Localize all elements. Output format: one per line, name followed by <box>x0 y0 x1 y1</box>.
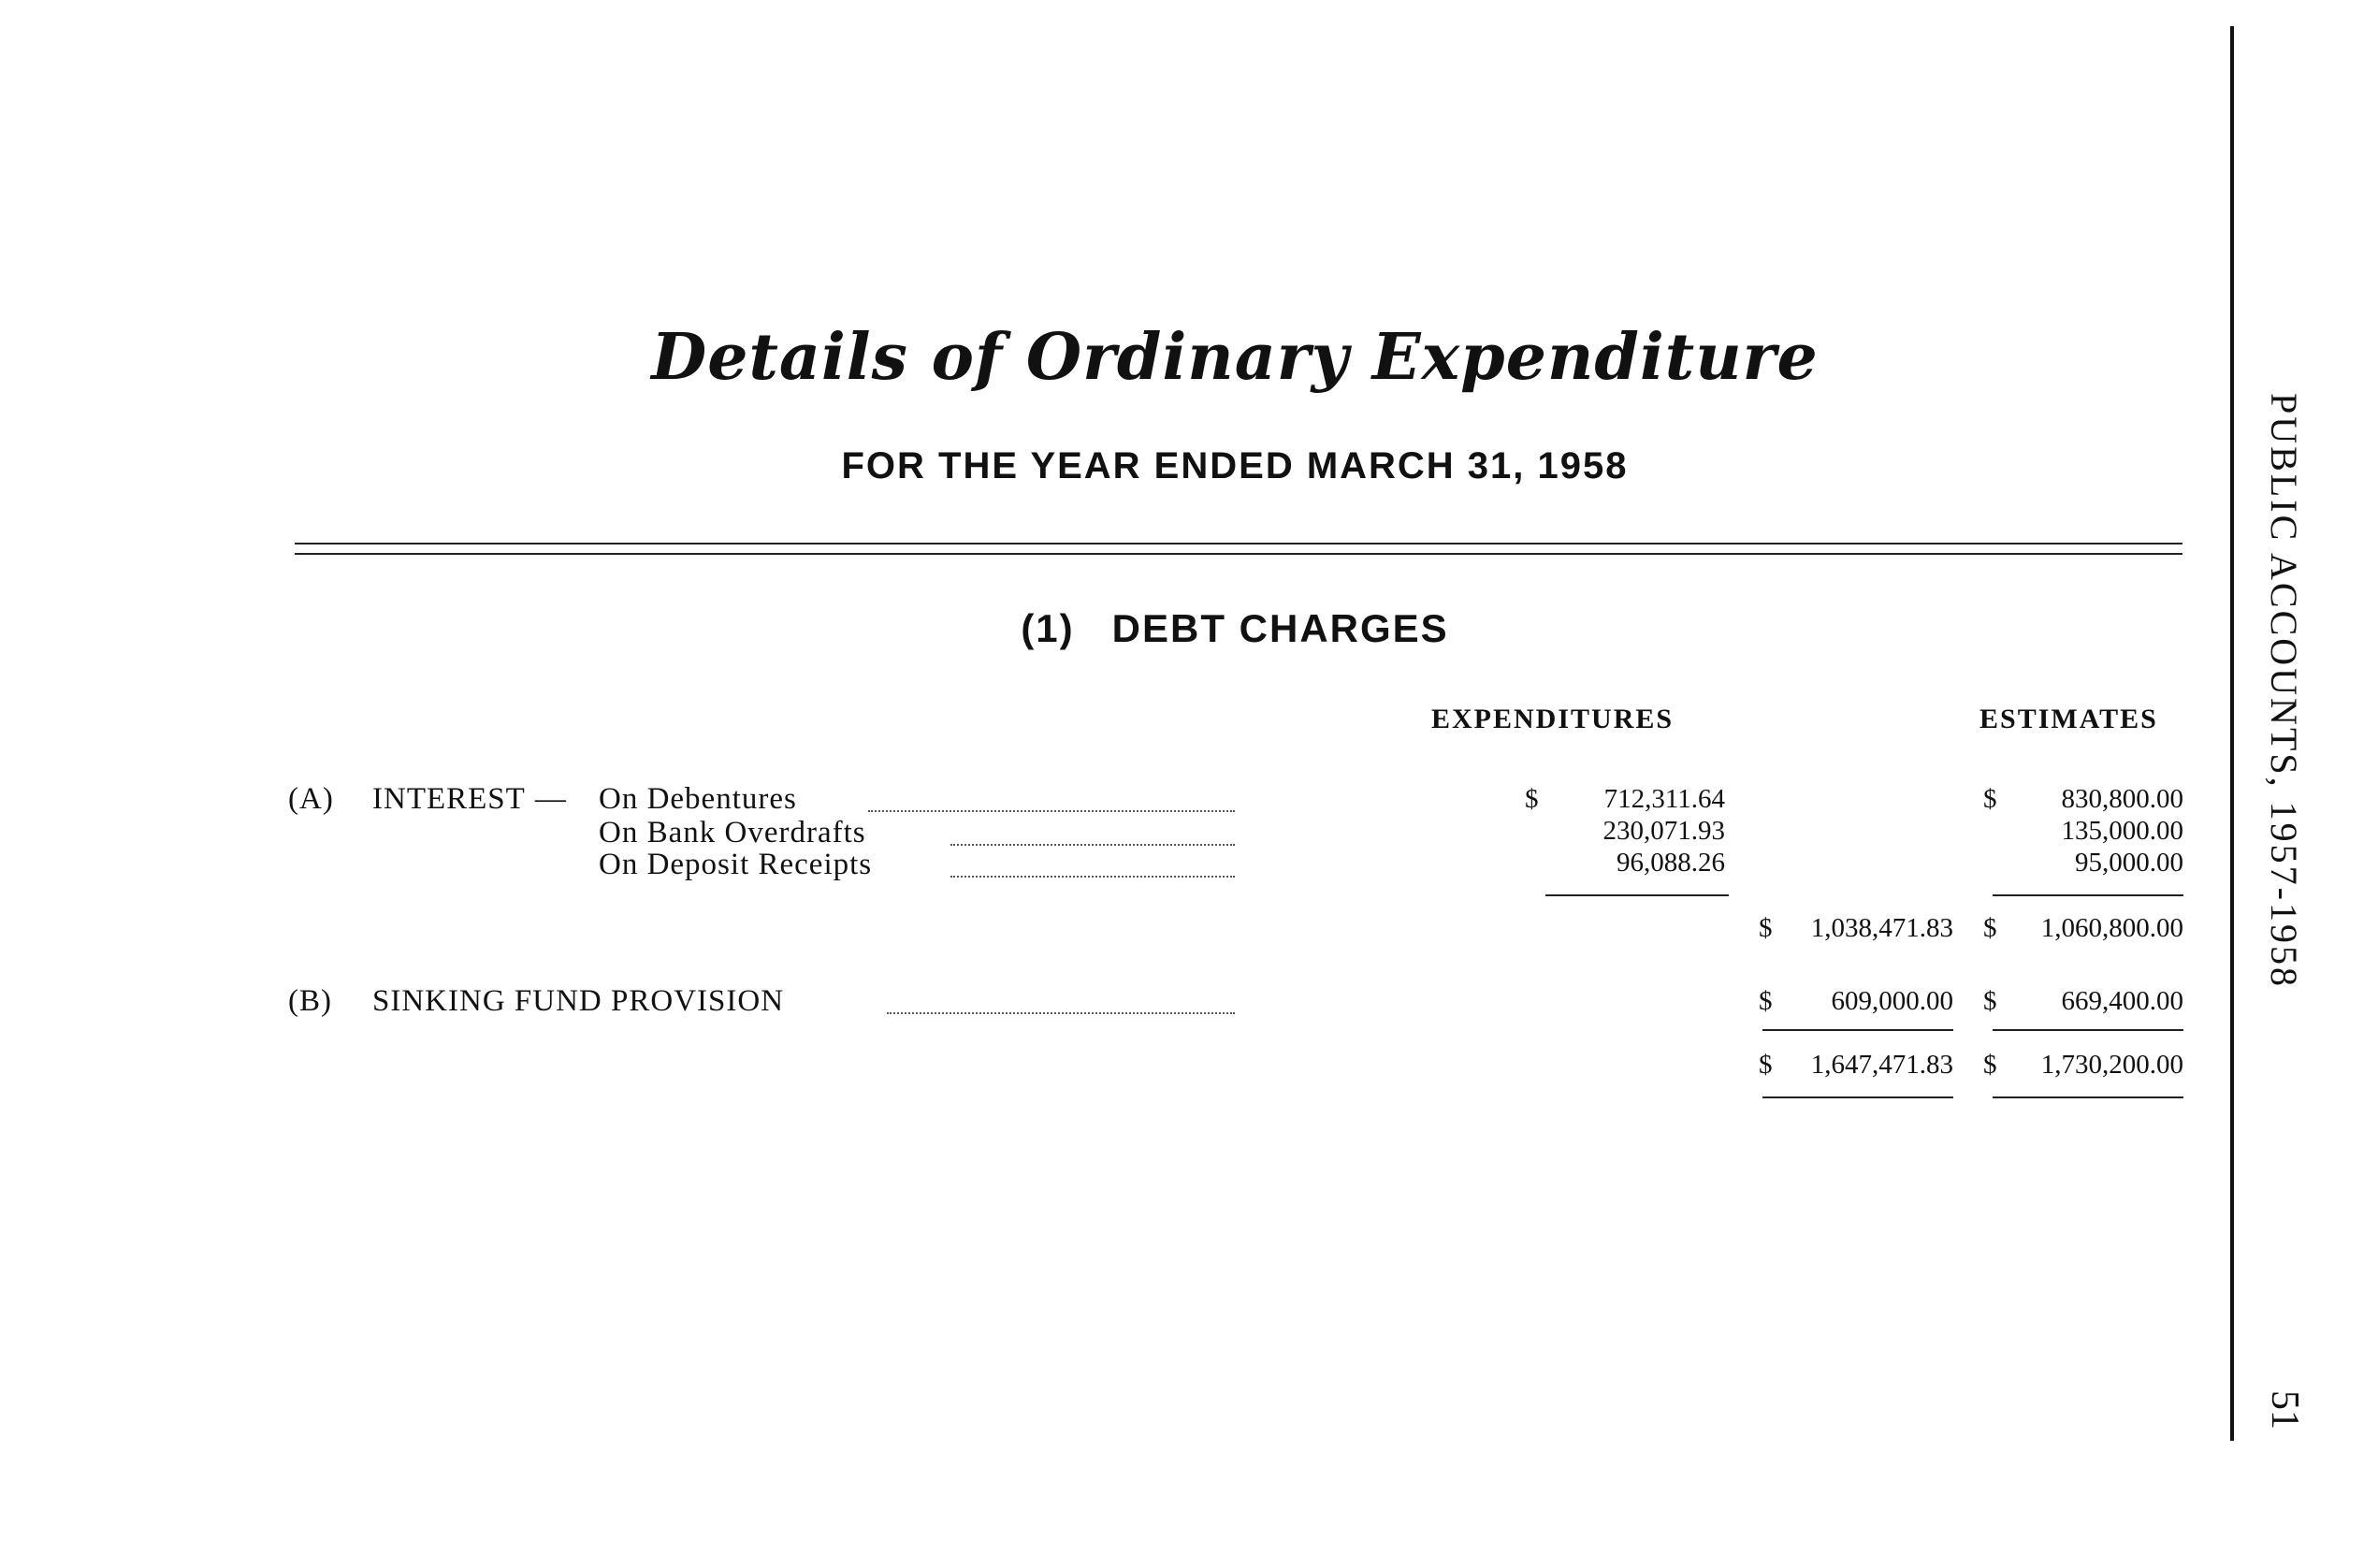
section-title: DEBT CHARGES <box>1111 606 1449 650</box>
double-rule-divider <box>295 543 2182 555</box>
leader-dots <box>887 1012 1235 1014</box>
section-number: (1) <box>1021 606 1075 650</box>
leader-dots <box>950 876 1235 878</box>
column-head-expenditures: EXPENDITURES <box>1431 704 1675 734</box>
column-head-estimates: ESTIMATES <box>1979 704 2158 734</box>
grand-total-estimate: 1,730,200.00 <box>2040 1050 2183 1080</box>
grand-total-underline <box>1993 1096 2183 1098</box>
currency-symbol: $ <box>1983 986 1997 1016</box>
subtotal-rule <box>1545 894 1729 896</box>
row-a-label <box>372 782 576 817</box>
row-a-marker: (A) <box>288 782 334 816</box>
leader-dots <box>950 844 1235 846</box>
total-rule <box>1993 1029 2183 1031</box>
row-a-total-estimate: 1,060,800.00 <box>2040 913 2183 943</box>
running-head: PUBLIC ACCOUNTS, 1957-1958 <box>2263 393 2305 989</box>
interest-label: INTEREST <box>372 782 526 816</box>
row-a2-expenditure: 230,071.93 <box>1602 816 1725 846</box>
row-a2-estimate: 135,000.00 <box>2061 816 2183 846</box>
subtotal-rule <box>1993 894 2183 896</box>
row-a3-label: On Deposit Receipts <box>599 848 873 881</box>
currency-symbol: $ <box>1983 1050 1997 1080</box>
page-title: Details of Ordinary Expenditure <box>651 320 1819 395</box>
row-a3-estimate: 95,000.00 <box>2075 848 2183 878</box>
interest-dash: — <box>534 782 567 816</box>
page-subtitle: FOR THE YEAR ENDED MARCH 31, 1958 <box>841 445 1629 486</box>
row-a1-estimate: 830,800.00 <box>2061 784 2183 814</box>
leader-dots <box>868 810 1235 812</box>
currency-symbol: $ <box>1759 1050 1773 1080</box>
grand-total-expenditure: 1,647,471.83 <box>1810 1050 1953 1080</box>
row-a1-expenditure: 712,311.64 <box>1603 784 1725 814</box>
row-b-estimate: 669,400.00 <box>2061 986 2183 1016</box>
row-a2-label: On Bank Overdrafts <box>599 816 866 849</box>
row-b-expenditure: 609,000.00 <box>1831 986 1953 1016</box>
currency-symbol: $ <box>1983 784 1997 814</box>
page-number: 51 <box>2263 1390 2306 1430</box>
section-heading <box>0 606 2378 651</box>
row-b-label: SINKING FUND PROVISION <box>372 984 785 1018</box>
currency-symbol: $ <box>1983 913 1997 943</box>
row-a-total-expenditure: 1,038,471.83 <box>1810 913 1953 943</box>
currency-symbol: $ <box>1759 986 1773 1016</box>
grand-total-underline <box>1762 1096 1953 1098</box>
row-a3-expenditure: 96,088.26 <box>1617 848 1725 878</box>
row-b-marker: (B) <box>288 984 332 1018</box>
margin-rule <box>2230 26 2234 1441</box>
total-rule <box>1762 1029 1953 1031</box>
row-a1-label: On Debentures <box>599 782 797 816</box>
currency-symbol: $ <box>1759 913 1773 943</box>
currency-symbol: $ <box>1525 784 1539 814</box>
